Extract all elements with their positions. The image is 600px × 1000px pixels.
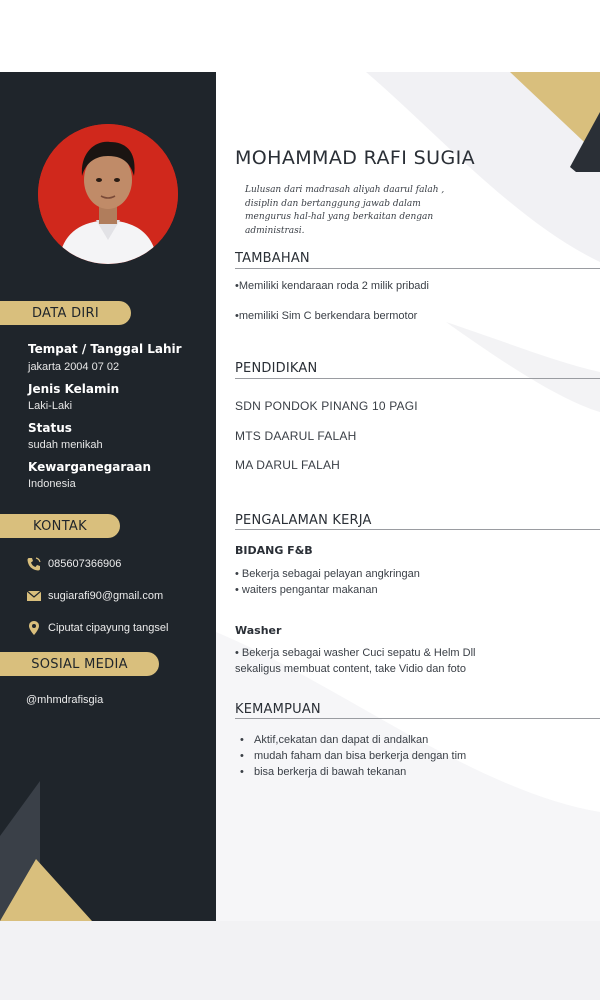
contact-phone[interactable] — [26, 556, 121, 572]
pengalaman-group-1-line-2: • waiters pengantar makanan — [235, 584, 378, 596]
kemampuan-divider — [235, 718, 600, 719]
pendidikan-heading: PENDIDIKAN — [235, 361, 318, 376]
page-bottom-margin — [0, 921, 600, 1000]
gender-label: Jenis Kelamin — [28, 382, 120, 396]
kemampuan-item-3: • bisa berkerja di bawah tekanan — [240, 764, 466, 780]
sidebar — [0, 72, 216, 921]
location-text: Ciputat cipayung tangsel — [48, 622, 169, 634]
status-label: Status — [28, 421, 72, 435]
corner-decoration — [510, 72, 600, 172]
data-diri-heading: DATA DIRI — [0, 301, 131, 325]
sosial-media-heading: SOSIAL MEDIA — [0, 652, 159, 676]
status-value: sudah menikah — [28, 439, 103, 451]
tambahan-item-1: •Memiliki kendaraan roda 2 milik pribadi — [235, 280, 429, 292]
profile-name: MOHAMMAD RAFI SUGIA — [235, 147, 475, 169]
pengalaman-heading: PENGALAMAN KERJA — [235, 513, 372, 528]
pendidikan-item-3: MA DARUL FALAH — [235, 458, 341, 472]
gender-value: Laki-Laki — [28, 400, 73, 412]
tambahan-item-2: •memiliki Sim C berkendara bermotor — [235, 310, 418, 322]
contact-location — [26, 620, 168, 636]
profile-summary: Lulusan dari madrasah aliyah daarul falah , disiplin dan bertanggung jawab dalam mengurus hal-hal yang berkaitan dengan administrasi. — [245, 185, 445, 236]
kemampuan-item-2: • mudah faham dan bisa berkerja dengan tim — [240, 748, 466, 764]
email-text: sugiarafi90@gmail.com — [48, 590, 164, 602]
pendidikan-divider — [235, 378, 600, 379]
pengalaman-group-2-line-1: • Bekerja sebagai washer Cuci sepatu & Helm Dll — [235, 647, 476, 659]
pengalaman-divider — [235, 529, 600, 530]
phone-text: 085607366906 — [48, 558, 122, 570]
contact-email[interactable] — [26, 588, 163, 604]
nationality-label: Kewarganegaraan — [28, 460, 152, 474]
kemampuan-list — [240, 732, 466, 780]
pendidikan-item-1: SDN PONDOK PINANG 10 PAGI — [235, 399, 418, 413]
sidebar-corner-decoration — [0, 781, 110, 921]
tambahan-divider — [235, 268, 600, 269]
pengalaman-group-2-title: Washer — [235, 624, 282, 637]
location-pin-icon — [26, 620, 42, 636]
kontak-heading: KONTAK — [0, 514, 120, 538]
mail-icon — [26, 588, 42, 604]
pengalaman-group-2-line-2: sekaligus membuat content, take Vidio dan foto — [235, 663, 466, 675]
kemampuan-item-1: • Aktif,cekatan dan dapat di andalkan — [240, 732, 466, 748]
tambahan-heading: TAMBAHAN — [235, 251, 310, 266]
kemampuan-heading: KEMAMPUAN — [235, 702, 321, 717]
main-content — [216, 72, 600, 921]
birth-value: jakarta 2004 07 02 — [28, 361, 120, 373]
pengalaman-group-1-title: BIDANG F&B — [235, 544, 313, 557]
pendidikan-item-2: MTS DAARUL FALAH — [235, 429, 357, 443]
profile-photo — [38, 124, 178, 264]
pengalaman-group-1-line-1: • Bekerja sebagai pelayan angkringan — [235, 568, 420, 580]
birth-label: Tempat / Tanggal Lahir — [28, 342, 182, 356]
social-handle[interactable]: @mhmdrafisgia — [26, 694, 104, 706]
nationality-value: Indonesia — [28, 478, 76, 490]
phone-icon — [26, 556, 42, 572]
